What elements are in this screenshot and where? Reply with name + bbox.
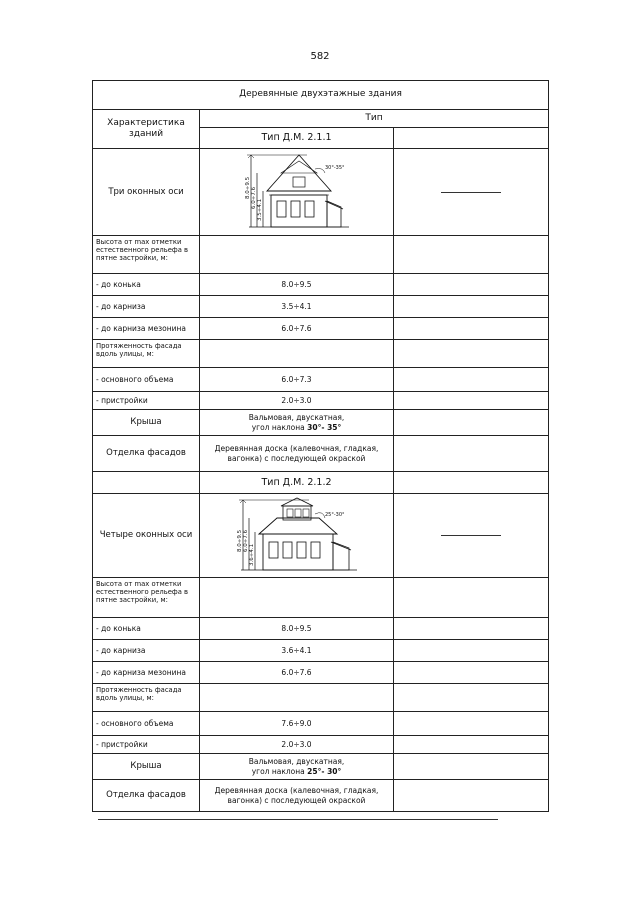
other-type-cell-1 [394,149,549,236]
house-elevation-drawing-2 [229,496,364,576]
placeholder-dash-1 [441,192,501,193]
empty-type-cell [394,128,549,149]
type-header: Тип [200,110,549,128]
house-elevation-drawing-1 [237,151,357,233]
main-volume-label-1: - основного объема [93,368,200,392]
to-cornice-value-2: 3.6÷4.1 [200,640,394,662]
to-cornice-label-2: - до карниза [93,640,200,662]
characteristic-header: Характеристика зданий [93,110,200,149]
dim-mezzanine-1: 6.0÷7.6 [250,186,257,209]
to-ridge-value-2: 8.0÷9.5 [200,618,394,640]
roof-type-2: Вальмовая, двускатная, [248,757,345,767]
dim-ridge-2: 8.0÷9.5 [237,529,243,552]
height-header-2: Высота от max отметки естественного рельефа в пятне застройки, м: [93,578,200,618]
finish-label-2: Отделка фасадов [93,780,200,812]
bottom-rule [98,819,498,820]
dim-mezzanine-2: 6.0÷7.6 [243,529,249,552]
roof-slope-2: угол наклона 25°- 30° [251,766,342,776]
roof-label-1: Крыша [93,410,200,436]
to-mezzanine-value-1: 6.0÷7.6 [200,318,394,340]
to-mezzanine-label-2: - до карниза мезонина [93,662,200,684]
slope-label-1: 30°-35° [324,165,345,171]
roof-value-1 [200,410,394,436]
to-ridge-label-2: - до конька [93,618,200,640]
annex-value-1: 2.0÷3.0 [200,392,394,410]
building-types-table [92,80,549,812]
other-type-cell-2 [394,494,549,578]
placeholder-dash-2 [441,535,501,536]
height-header-1: Высота от max отметки естественного рельефа в пятне застройки, м: [93,236,200,274]
roof-value-2 [200,754,394,780]
main-volume-value-2: 7.6÷9.0 [200,712,394,736]
to-cornice-label-1: - до карниза [93,296,200,318]
length-header-2: Протяженность фасада вдоль улицы, м: [93,684,200,712]
roof-type-1: Вальмовая, двускатная, [248,413,345,423]
to-mezzanine-label-1: - до карниза мезонина [93,318,200,340]
to-mezzanine-value-2: 6.0÷7.6 [200,662,394,684]
length-header-1: Протяженность фасада вдоль улицы, м: [93,340,200,368]
type-name-1: Тип Д.М. 2.1.1 [200,128,394,149]
annex-label-2: - пристройки [93,736,200,754]
main-volume-value-1: 6.0÷7.3 [200,368,394,392]
slope-label-2: 25°-30° [325,511,345,518]
dim-ridge-1: 8.0÷9.5 [244,176,251,199]
facade-drawing-1 [200,149,394,236]
finish-label-1: Отделка фасадов [93,436,200,472]
dim-cornice-1: 3.5÷4.1 [256,198,263,221]
facade-drawing-2 [200,494,394,578]
main-volume-label-2: - основного объема [93,712,200,736]
finish-value-2: Деревянная доска (калевочная, гладкая, вагонка) с последующей окраской [200,780,394,812]
annex-label-1: - пристройки [93,392,200,410]
dim-cornice-2: 3.6÷4.1 [249,543,255,566]
to-ridge-label-1: - до конька [93,274,200,296]
annex-value-2: 2.0÷3.0 [200,736,394,754]
roof-slope-1: угол наклона 30°- 35° [251,422,342,432]
axes-label-2: Четыре оконных оси [93,494,200,578]
to-cornice-value-1: 3.5÷4.1 [200,296,394,318]
table-title: Деревянные двухэтажные здания [93,81,549,110]
axes-label-1: Три оконных оси [93,149,200,236]
roof-label-2: Крыша [93,754,200,780]
page-number: 582 [310,51,330,62]
finish-value-1: Деревянная доска (калевочная, гладкая, вагонка) с последующей окраской [200,436,394,472]
type-name-2: Тип Д.М. 2.1.2 [200,472,394,494]
to-ridge-value-1: 8.0÷9.5 [200,274,394,296]
